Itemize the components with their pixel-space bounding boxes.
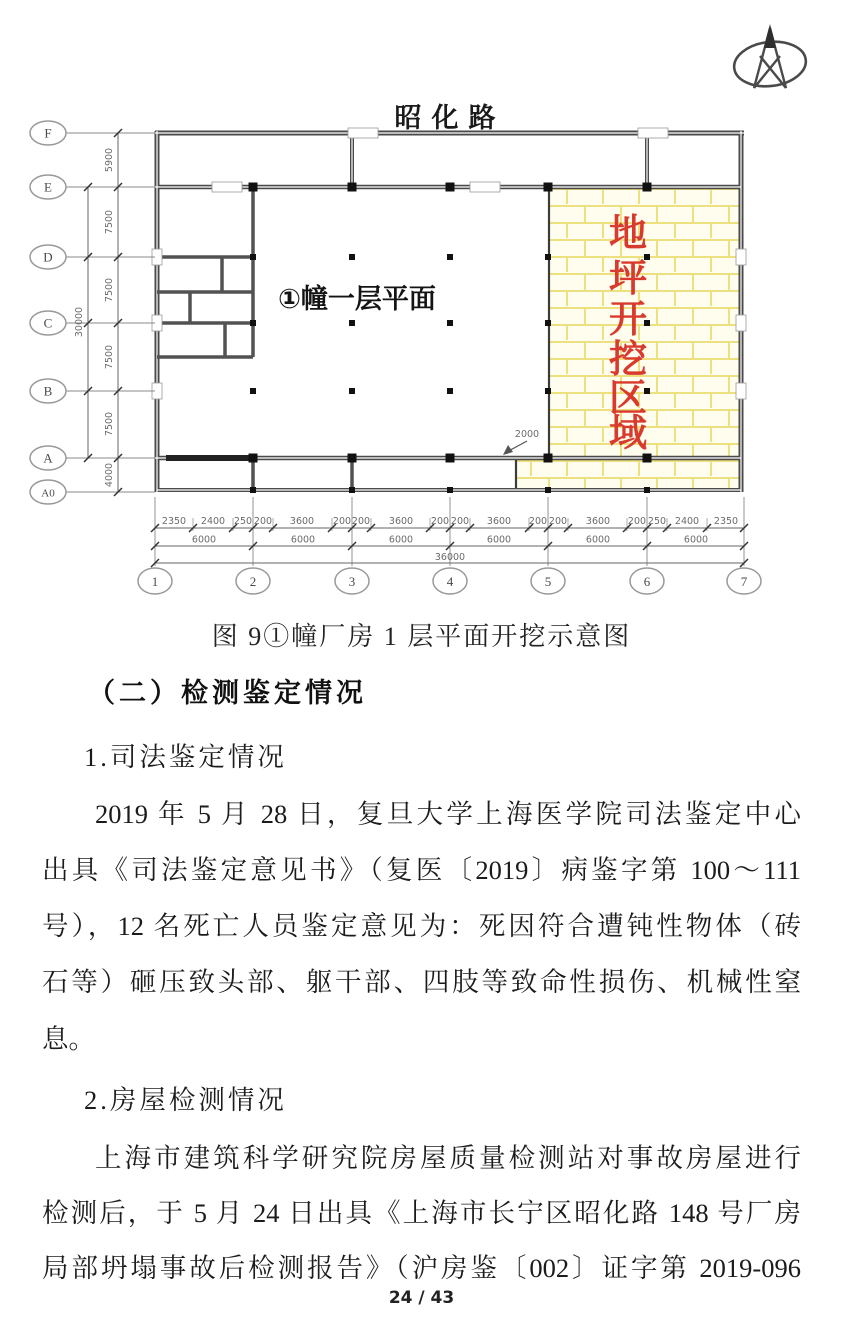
svg-text:6000: 6000 bbox=[388, 534, 414, 546]
svg-text:200: 200 bbox=[528, 516, 548, 527]
svg-text:F: F bbox=[44, 125, 52, 141]
svg-text:3600: 3600 bbox=[388, 516, 414, 527]
svg-text:A0: A0 bbox=[41, 487, 55, 500]
paragraph1-line4: 石等）砸压致头部、躯干部、四肢等致命性损伤、机械性窒 bbox=[42, 967, 801, 997]
svg-text:200: 200 bbox=[351, 516, 371, 527]
svg-text:6000: 6000 bbox=[290, 534, 316, 546]
svg-text:2: 2 bbox=[249, 574, 257, 589]
road-name-label: 昭化路 bbox=[394, 103, 506, 134]
svg-text:7500: 7500 bbox=[104, 344, 115, 370]
svg-text:7500: 7500 bbox=[104, 277, 115, 303]
svg-text:200: 200 bbox=[253, 516, 273, 527]
svg-text:6000: 6000 bbox=[585, 534, 611, 546]
offset-dimension bbox=[503, 429, 539, 455]
svg-text:地: 地 bbox=[608, 211, 648, 255]
svg-text:A: A bbox=[43, 450, 53, 466]
svg-text:200: 200 bbox=[450, 516, 470, 527]
svg-text:4: 4 bbox=[446, 574, 454, 589]
svg-text:200: 200 bbox=[548, 516, 568, 527]
svg-text:5: 5 bbox=[544, 574, 552, 589]
svg-text:2350: 2350 bbox=[161, 516, 187, 527]
paragraph2-line3: 局部坍塌事故后检测报告》（沪房鉴〔002〕证字第 2019-096 bbox=[42, 1253, 801, 1283]
svg-text:3600: 3600 bbox=[289, 516, 315, 527]
col-grid-bubbles bbox=[138, 568, 761, 594]
svg-text:域: 域 bbox=[608, 411, 648, 455]
svg-text:200: 200 bbox=[430, 516, 450, 527]
svg-text:6000: 6000 bbox=[683, 534, 709, 546]
svg-text:4000: 4000 bbox=[104, 462, 115, 488]
svg-text:250: 250 bbox=[647, 516, 667, 527]
svg-text:6000: 6000 bbox=[486, 534, 512, 546]
paragraph2-line1: 上海市建筑科学研究院房屋质量检测站对事故房屋进行 bbox=[95, 1143, 801, 1173]
row-dimension-lines bbox=[74, 129, 122, 496]
svg-text:3600: 3600 bbox=[585, 516, 611, 527]
svg-text:36000: 36000 bbox=[434, 552, 466, 563]
floor-plan-figure bbox=[0, 0, 843, 612]
svg-text:30000: 30000 bbox=[74, 306, 85, 338]
svg-text:3: 3 bbox=[348, 574, 356, 589]
partition-walls bbox=[157, 189, 352, 490]
page-number: 24 / 43 bbox=[388, 1288, 455, 1308]
svg-text:250: 250 bbox=[233, 516, 253, 527]
svg-text:2400: 2400 bbox=[200, 516, 226, 527]
svg-text:2400: 2400 bbox=[674, 516, 700, 527]
svg-text:6000: 6000 bbox=[191, 534, 217, 546]
svg-text:1: 1 bbox=[151, 574, 159, 589]
svg-text:开: 开 bbox=[608, 297, 648, 341]
svg-text:200: 200 bbox=[332, 516, 352, 527]
paragraph1-line3: 号），12 名死亡人员鉴定意见为：死因符合遭钝性物体（砖 bbox=[42, 911, 801, 941]
paragraph1-line1: 2019 年 5 月 28 日，复旦大学上海医学院司法鉴定中心 bbox=[95, 799, 801, 829]
svg-text:区: 区 bbox=[608, 376, 648, 420]
svg-text:6: 6 bbox=[643, 574, 651, 589]
svg-text:7500: 7500 bbox=[104, 209, 115, 235]
svg-text:7: 7 bbox=[740, 574, 748, 589]
list-item-2: 2.房屋检测情况 bbox=[84, 1085, 287, 1115]
row-grid-bubbles bbox=[30, 121, 66, 504]
svg-text:B: B bbox=[43, 383, 53, 399]
svg-text:D: D bbox=[43, 249, 53, 265]
svg-text:E: E bbox=[44, 179, 52, 195]
svg-text:2350: 2350 bbox=[713, 516, 739, 527]
excavation-text bbox=[609, 211, 647, 455]
col-dimension-lines bbox=[151, 516, 748, 567]
svg-text:挖: 挖 bbox=[608, 337, 648, 381]
svg-text:C: C bbox=[43, 315, 53, 331]
list-item-1: 1.司法鉴定情况 bbox=[84, 742, 287, 772]
paragraph1-line2: 出具《司法鉴定意见书》（复医〔2019〕病鉴字第 100～111 bbox=[42, 855, 801, 885]
paragraph1-line5: 息。 bbox=[42, 1024, 95, 1054]
plan-name-label: ①幢一层平面 bbox=[278, 284, 436, 315]
paragraph2-line2: 检测后，于 5 月 24 日出具《上海市长宁区昭化路 148 号厂房 bbox=[42, 1198, 801, 1228]
svg-text:7500: 7500 bbox=[104, 411, 115, 437]
svg-text:坪: 坪 bbox=[608, 256, 648, 300]
figure-caption: 图 9①幢厂房 1 层平面开挖示意图 bbox=[211, 622, 632, 651]
svg-text:5900: 5900 bbox=[104, 147, 115, 173]
svg-text:200: 200 bbox=[627, 516, 647, 527]
svg-text:2000: 2000 bbox=[514, 429, 540, 440]
section-heading: （二）检测鉴定情况 bbox=[88, 678, 367, 708]
svg-text:3600: 3600 bbox=[486, 516, 512, 527]
